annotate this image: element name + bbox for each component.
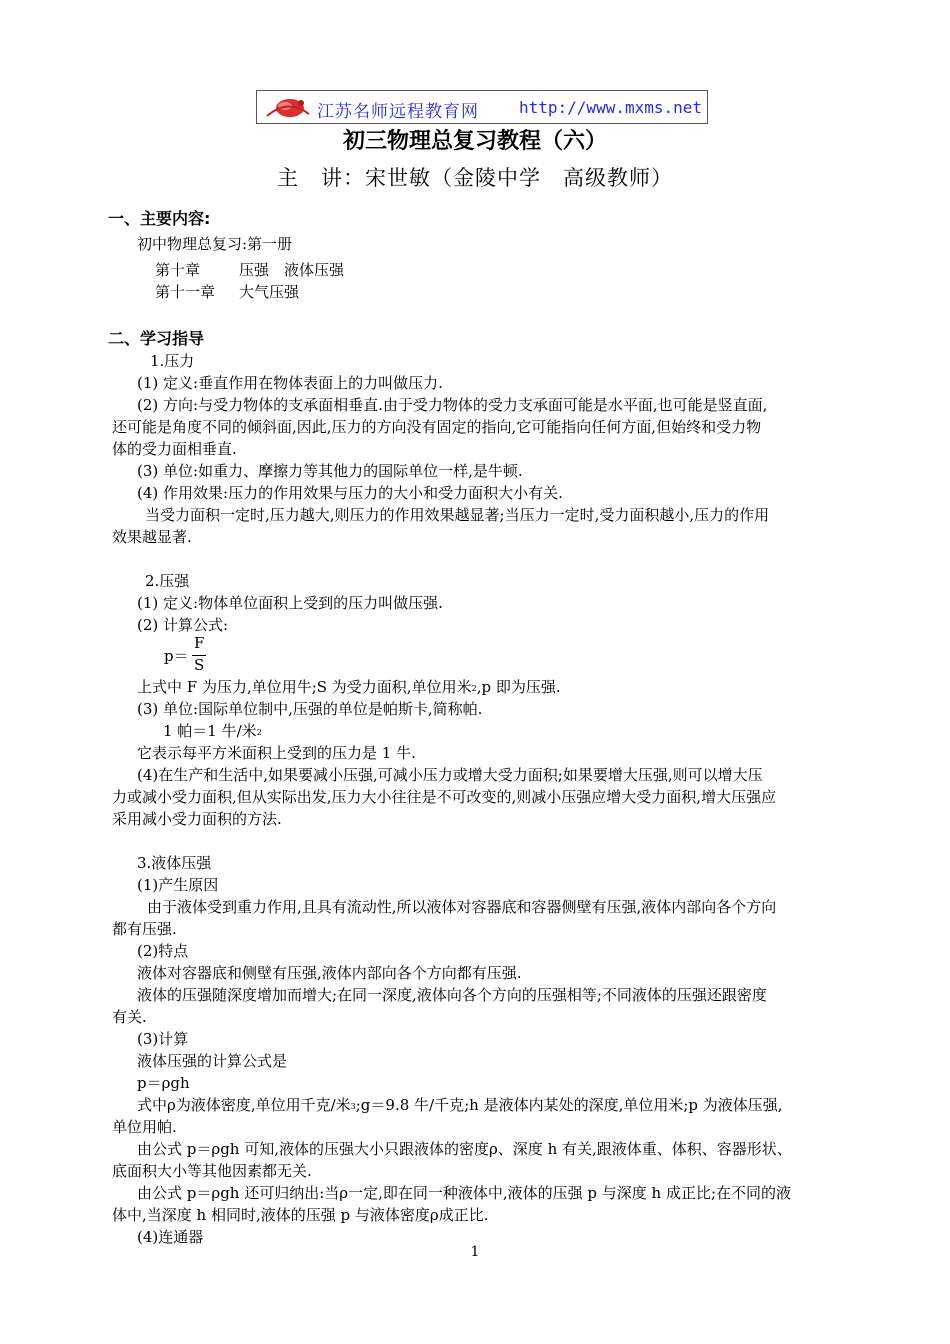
text-line: 单位用帕.	[112, 1118, 177, 1136]
text-line: 由于液体受到重力作用,且具有流动性,所以液体对容器底和容器侧壁有压强,液体内部向各个方向	[147, 898, 777, 916]
page-title: 初三物理总复习教程（六）	[342, 129, 607, 154]
text-line: 它表示每平方米面积上受到的压力是 1 牛.	[137, 744, 416, 762]
text-line: 式中ρ为液体密度,单位用千克/米$^3$;g＝9.8 牛/千克;h 是液体内某处的深度,单位用米;p 为液体压强,	[137, 1096, 783, 1114]
text-line: 当受力面积一定时,压力越大,则压力的作用效果越显著;当压力一定时,受力面积越小,压力的作用	[145, 506, 770, 524]
text-line: 力或减小受力面积,但从实际出发,压力大小往往是不可改变的,则减小压强应增大受力面积,增大压强应	[112, 788, 777, 806]
text-line: (4)在生产和生活中,如果要减小压强,可减小压力或增大受力面积;如果要增大压强,则可以增大压	[137, 766, 763, 784]
text-line: (3) 单位:如重力、摩擦力等其他力的国际单位一样,是牛顿.	[137, 462, 523, 480]
text-line: 由公式 p＝ρgh 还可归纳出:当ρ一定,即在同一种液体中,液体的压强 p 与深度 h 成正比;在不同的液	[137, 1184, 792, 1202]
text-line: 液体对容器底和侧壁有压强,液体内部向各个方向都有压强.	[137, 964, 522, 982]
text-line: 液体压强的计算公式是	[137, 1052, 288, 1070]
text-line: 采用减小受力面积的方法.	[112, 810, 282, 828]
text-line: (4) 作用效果:压力的作用效果与压力的大小和受力面积大小有关.	[137, 484, 563, 502]
chapter-10-title: 压强 液体压强	[239, 261, 345, 279]
formula-lhs: p＝	[164, 647, 189, 665]
text-line: 上式中 F 为压力,单位用牛;S 为受力面积,单位用米$^2$,p 即为压强.	[137, 678, 561, 696]
speaker-line: 主 讲：宋世敏（金陵中学 高级教师）	[277, 166, 673, 190]
text-line: (2) 计算公式:	[137, 616, 229, 634]
chapter-11-number: 第十一章	[155, 283, 216, 301]
site-banner[interactable]	[256, 90, 708, 124]
text-line: 有关.	[112, 1008, 147, 1026]
chapter-11-title: 大气压强	[239, 283, 300, 301]
text-line: (1) 定义:物体单位面积上受到的压力叫做压强.	[137, 594, 443, 612]
topic-liquid-pressure-title: 3.液体压强	[137, 854, 212, 872]
text-line: (3) 单位:国际单位制中,压强的单位是帕斯卡,简称帕.	[137, 700, 483, 718]
site-url-link[interactable]: http://www.mxms.net	[519, 98, 703, 117]
text-line: 还可能是角度不同的倾斜面,因此,压力的方向没有固定的指向,它可能指向任何方面,但始终和受力物	[112, 418, 762, 436]
pressure-formula	[164, 634, 224, 676]
subheading: (4)连通器	[137, 1228, 204, 1246]
text-line: 都有压强.	[112, 920, 177, 938]
subheading: (1)产生原因	[137, 876, 219, 894]
text-line: 由公式 p＝ρgh 可知,液体的压强大小只跟液体的密度ρ、深度 h 有关,跟液体重、体积、容器形状、	[137, 1140, 792, 1158]
text-line: 底面积大小等其他因素都无关.	[112, 1162, 312, 1180]
text-line: 液体的压强随深度增加而增大;在同一深度,液体向各个方向的压强相等;不同液体的压强还跟密度	[137, 986, 767, 1004]
liquid-pressure-formula: p＝ρgh	[137, 1074, 190, 1092]
text-line: 体的受力面相垂直.	[112, 440, 237, 458]
text-line: 1 帕＝1 牛/米$^2$	[163, 722, 262, 740]
subheading: (2)特点	[137, 942, 189, 960]
topic-pressure-force-title: 1.压力	[150, 352, 195, 370]
text-line: (2) 方向:与受力物体的支承面相垂直.由于受力物体的受力支承面可能是水平面,也可能是竖直面,	[137, 396, 768, 414]
text-line: 体中,当深度 h 相同时,液体的压强 p 与液体密度ρ成正比.	[112, 1206, 489, 1224]
chapter-10-number: 第十章	[155, 261, 201, 279]
formula-numerator: F	[194, 634, 205, 652]
course-line: 初中物理总复习:第一册	[137, 235, 293, 253]
text-line: (1) 定义:垂直作用在物体表面上的力叫做压力.	[137, 374, 443, 392]
section-heading-main-content: 一、主要内容:	[108, 209, 211, 228]
logo-icon	[263, 94, 313, 121]
site-name: 江苏名师远程教育网	[317, 102, 479, 122]
topic-pressure-title: 2.压强	[145, 572, 190, 590]
formula-denominator: S	[194, 656, 205, 674]
text-line: 效果越显著.	[112, 528, 192, 546]
page-number: 1	[470, 1244, 480, 1260]
subheading: (3)计算	[137, 1030, 189, 1048]
section-heading-study-guide: 二、学习指导	[108, 329, 205, 348]
